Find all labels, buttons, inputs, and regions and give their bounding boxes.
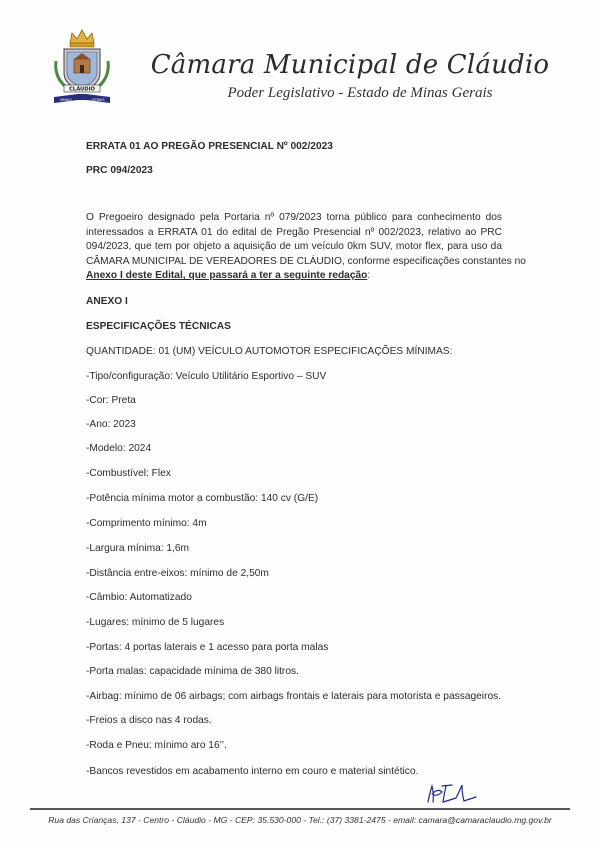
spec-item: -Potência mínima motor a combustão: 140 cv (G/E) (86, 493, 319, 504)
intro-end-punct: : (367, 270, 371, 282)
intro-paragraph (86, 211, 526, 284)
process-number: PRC 094/2023 (86, 165, 153, 176)
spec-item: -Ano: 2023 (86, 419, 136, 430)
spec-item: -Tipo/configuração: Veículo Utilitário Esportivo – SUV (86, 371, 327, 382)
spec-item: -Lugares: mínimo de 5 lugares (86, 617, 225, 628)
quantity-line: QUANTIDADE: 01 (UM) VEÍCULO AUTOMOTOR ESPECIFICAÇÕES MÍNIMAS: (86, 346, 453, 357)
crest-name-text: CLÁUDIO (69, 86, 95, 93)
spec-item: -Freios a disco nas 4 rodas. (86, 715, 212, 726)
document-title: ERRATA 01 AO PREGÃO PRESENCIAL Nº 002/2023 (86, 141, 333, 152)
spec-item: -Portas: 4 portas laterais e 1 acesso para porta malas (86, 642, 329, 653)
crest-motto-left: MINAS (60, 98, 72, 102)
footer-address: Rua das Crianças, 137 - Centro - Cláudio - MG - CEP: 35.530-000 - Tel.: (37) 3381-2475 - email: camara@camaraclaudio.mg.gov.br (48, 815, 552, 825)
spec-item: -Largura mínima: 1,6m (86, 543, 190, 554)
organization-name: Câmara Municipal de Cláudio (150, 50, 550, 80)
organization-subtitle: Poder Legislativo - Estado de Minas Gerais (227, 85, 493, 101)
spec-item: -Cor: Preta (86, 395, 136, 406)
handwritten-initials (422, 780, 488, 808)
intro-line: interessados a ERRATA 01 do edital de Pregão Presencial nº 002/2023, relativo ao PRC (86, 226, 502, 238)
intro-line-last (86, 269, 502, 284)
spec-item: -Roda e Pneu: mínimo aro 16’’. (86, 740, 227, 751)
spec-item: -Distância entre-eixos: mínimo de 2,50m (86, 568, 269, 579)
spec-item: -Bancos revestidos em acabamento interno em couro e material sintético. (86, 766, 419, 777)
spec-item: -Porta malas: capacidade mínima de 380 litros. (86, 666, 299, 677)
intro-line: O Pregoeiro designado pela Portaria nº 079/2023 torna público para conhecimento dos (86, 212, 502, 223)
crest-motto-right: GERAIS (91, 98, 105, 102)
intro-underlined-text: Anexo I deste Edital, que passará a ter a seguinte redação (86, 270, 368, 282)
spec-item: -Comprimento mínimo: 4m (86, 518, 207, 529)
annex-heading: ANEXO I (86, 296, 128, 307)
footer-divider (30, 808, 570, 810)
section-heading: ESPECIFICAÇÕES TÉCNICAS (86, 321, 231, 332)
intro-line: CÂMARA MUNICIPAL DE VEREADORES DE CLÁUDIO, conforme especificações constantes no (86, 255, 526, 267)
intro-line: 094/2023, que tem por objeto a aquisição de um veículo 0km SUV, motor flex, para uso da (86, 241, 502, 253)
spec-item: -Combustível: Flex (86, 468, 171, 479)
spec-item: -Modelo: 2024 (86, 443, 152, 454)
spec-item: -Câmbio: Automatizado (86, 592, 192, 603)
municipal-crest-logo (50, 25, 114, 107)
spec-item: -Airbag: mínimo de 06 airbags; com airbags frontais e laterais para motorista e passageiros. (86, 691, 502, 702)
